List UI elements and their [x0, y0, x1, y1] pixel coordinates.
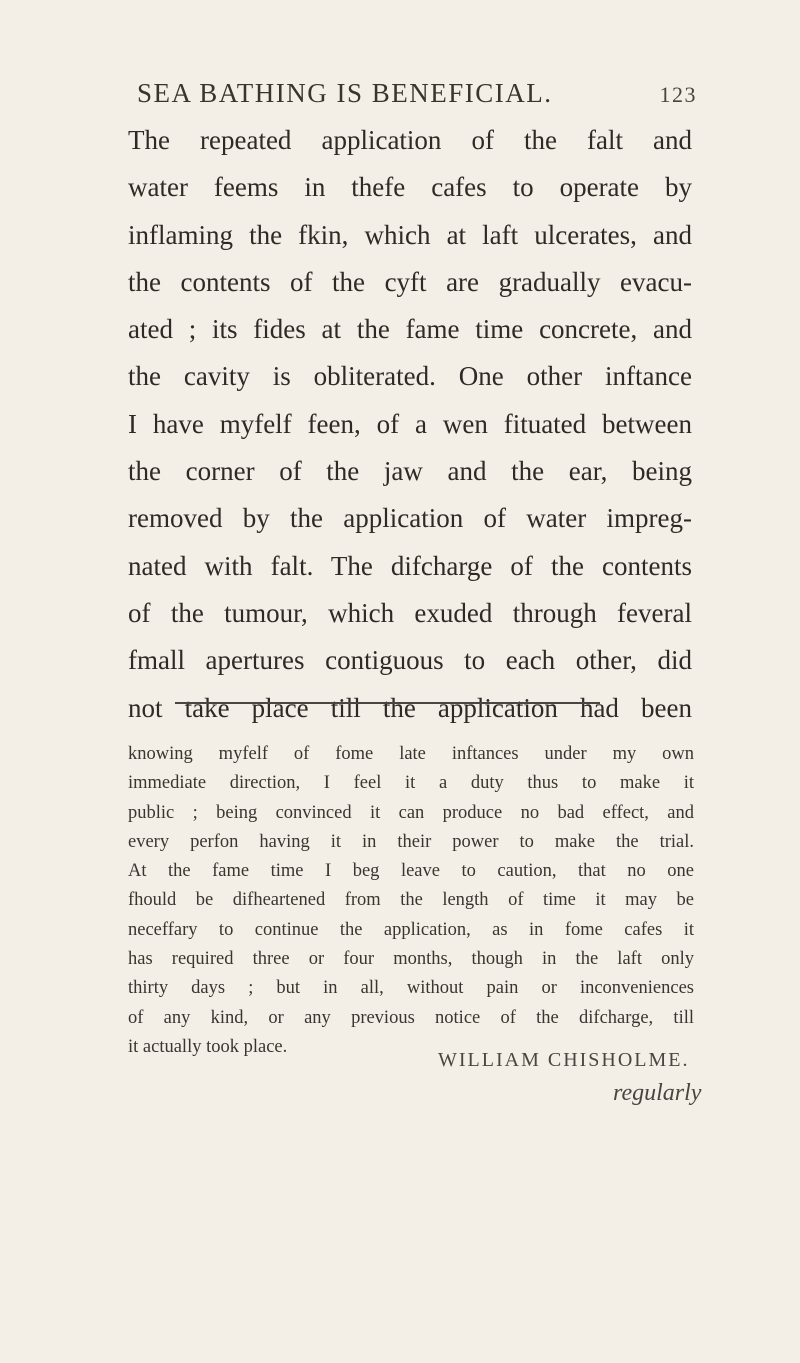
footnote-line: of any kind, or any previous notice of the difcharge, till: [128, 1007, 694, 1028]
body-line: the corner of the jaw and the ear, being: [128, 456, 692, 487]
body-line: the cavity is obliterated. One other inftance: [128, 361, 692, 392]
footnote-signature: WILLIAM CHISHOLME.: [438, 1049, 690, 1071]
catchword: regularly: [613, 1080, 702, 1106]
running-title: SEA BATHING IS BENEFICIAL.: [137, 78, 553, 108]
body-line: water feems in thefe cafes to operate by: [128, 172, 692, 203]
main-text: [128, 117, 692, 732]
footnote-line: public ; being convinced it can produce no bad effect, and: [128, 802, 694, 823]
body-line: ated ; its fides at the fame time concrete, and: [128, 314, 692, 345]
footnote-line: has required three or four months, though in the laft only: [128, 949, 694, 970]
footnote-rule: [175, 702, 600, 704]
body-line: fmall apertures contiguous to each other, did: [128, 645, 692, 676]
body-line: I have myfelf feen, of a wen fituated between: [128, 408, 692, 439]
footnote-line: immediate direction, I feel it a duty thus to make it: [128, 773, 694, 794]
body-line: not take place till the application had been: [128, 692, 692, 723]
page-number: 123: [659, 82, 697, 107]
footnote-line: At the fame time I beg leave to caution, that no one: [128, 861, 694, 882]
body-line: nated with falt. The difcharge of the contents: [128, 550, 692, 581]
footnote-line: knowing myfelf of fome late inftances under my own: [128, 744, 694, 764]
footnote: [128, 740, 694, 1062]
footnote-line: it actually took place.: [128, 1036, 288, 1057]
footnote-line: fhould be difheartened from the length of time it may be: [128, 890, 694, 911]
body-line: The repeated application of the falt and: [128, 125, 692, 155]
body-line: of the tumour, which exuded through feveral: [128, 597, 692, 628]
body-line: inflaming the fkin, which at laft ulcerates, and: [128, 219, 692, 250]
footnote-line: neceffary to continue the application, as in fome cafes it: [128, 919, 694, 940]
footnote-line: thirty days ; but in all, without pain or inconveniences: [128, 978, 694, 999]
footnote-line: every perfon having it in their power to make the trial.: [128, 831, 694, 852]
body-line: the contents of the cyft are gradually evacu-: [128, 266, 692, 297]
body-line: removed by the application of water impreg-: [128, 503, 692, 534]
running-head: [137, 78, 697, 109]
